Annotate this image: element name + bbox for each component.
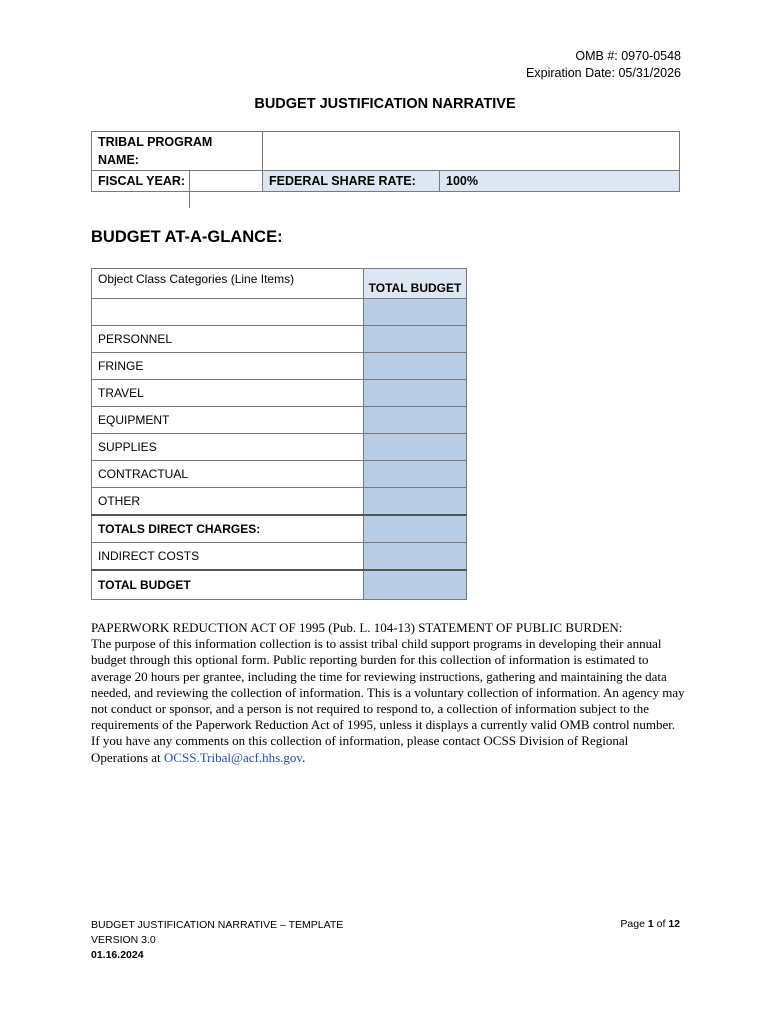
row-total-field[interactable] [364,570,467,600]
table-row [92,326,467,353]
footer-date: 01.16.2024 [91,949,144,961]
budget-table [91,268,467,600]
program-info-table [91,131,680,192]
row-total-field[interactable] [364,407,467,434]
paperwork-body: The purpose of this information collection is to assist tribal child support programs in developing their annual budget through this optional form. Public reporting burden for this collection of information is estimated to average 20 hours per grantee, including the time for reviewing instructions, gathering and maintaining the data needed, and reviewing the collection of information. This is a voluntary collection of information. An agency may not conduct or sponsor, and a person is not required to respond to, a collection of information subject to the requirements of the Paperwork Reduction Act of 1995, unless it displays a currently valid OMB control number. If you have any comments on this collection of information, please contact OCSS Division of Regional Operations at [91,636,685,765]
table-row [92,570,467,600]
page-of: of [656,918,666,930]
omb-number: OMB #: 0970-0548 [575,49,681,63]
row-total-field[interactable] [364,461,467,488]
row-label: SUPPLIES [92,434,364,461]
row-label: OTHER [92,488,364,516]
budget-at-a-glance-heading: BUDGET AT-A-GLANCE: [91,228,283,246]
row-label: PERSONNEL [92,326,364,353]
category-column-header: Object Class Categories (Line Items) [92,269,364,299]
table-row [92,407,467,434]
page-prefix: Page [620,918,645,930]
row-total-field[interactable] [364,434,467,461]
footer-doc-name: BUDGET JUSTIFICATION NARRATIVE – TEMPLATE [91,919,344,931]
row-total-field[interactable] [364,488,467,516]
page-total: 12 [668,918,680,930]
table-row [92,488,467,516]
row-label: CONTRACTUAL [92,461,364,488]
paperwork-end: . [302,749,306,765]
table-row [92,515,467,543]
paperwork-heading: PAPERWORK REDUCTION ACT OF 1995 (Pub. L. 104-13) STATEMENT OF PUBLIC BURDEN: [91,620,623,635]
row-label: FRINGE [92,353,364,380]
document-title: BUDGET JUSTIFICATION NARRATIVE [254,96,516,112]
footer-document-info [91,918,343,963]
row-total-field[interactable] [364,380,467,407]
federal-share-value[interactable]: 100% [440,171,680,192]
table-row [92,461,467,488]
row-label: TOTALS DIRECT CHARGES: [92,515,364,543]
federal-share-label: FEDERAL SHARE RATE: [263,171,440,192]
fiscal-year-field[interactable] [189,170,263,208]
row-label: INDIRECT COSTS [92,543,364,571]
paperwork-reduction-statement [91,620,687,766]
contact-email-link[interactable]: OCSS.Tribal@acf.hhs.gov [163,749,303,765]
row-label: TOTAL BUDGET [92,570,364,600]
table-row [92,434,467,461]
row-total-field[interactable] [364,326,467,353]
tribal-program-field[interactable] [263,132,680,171]
table-row [92,380,467,407]
omb-block [526,48,681,82]
table-row [92,299,467,326]
page-number [620,918,680,930]
tribal-program-label: TRIBAL PROGRAM NAME: [92,132,263,171]
row-total-field[interactable] [364,543,467,571]
footer-version: VERSION 3.0 [91,934,156,946]
row-label: EQUIPMENT [92,407,364,434]
table-row [92,543,467,571]
fiscal-year-label: FISCAL YEAR: [92,171,263,192]
row-total-field[interactable] [364,353,467,380]
page-current: 1 [647,918,654,930]
total-budget-column-header: TOTAL BUDGET [364,269,467,299]
row-total-field[interactable] [364,299,467,326]
expiration-date: Expiration Date: 05/31/2026 [526,66,681,80]
row-label [92,299,364,326]
table-row [92,353,467,380]
row-label: TRAVEL [92,380,364,407]
row-total-field[interactable] [364,515,467,543]
